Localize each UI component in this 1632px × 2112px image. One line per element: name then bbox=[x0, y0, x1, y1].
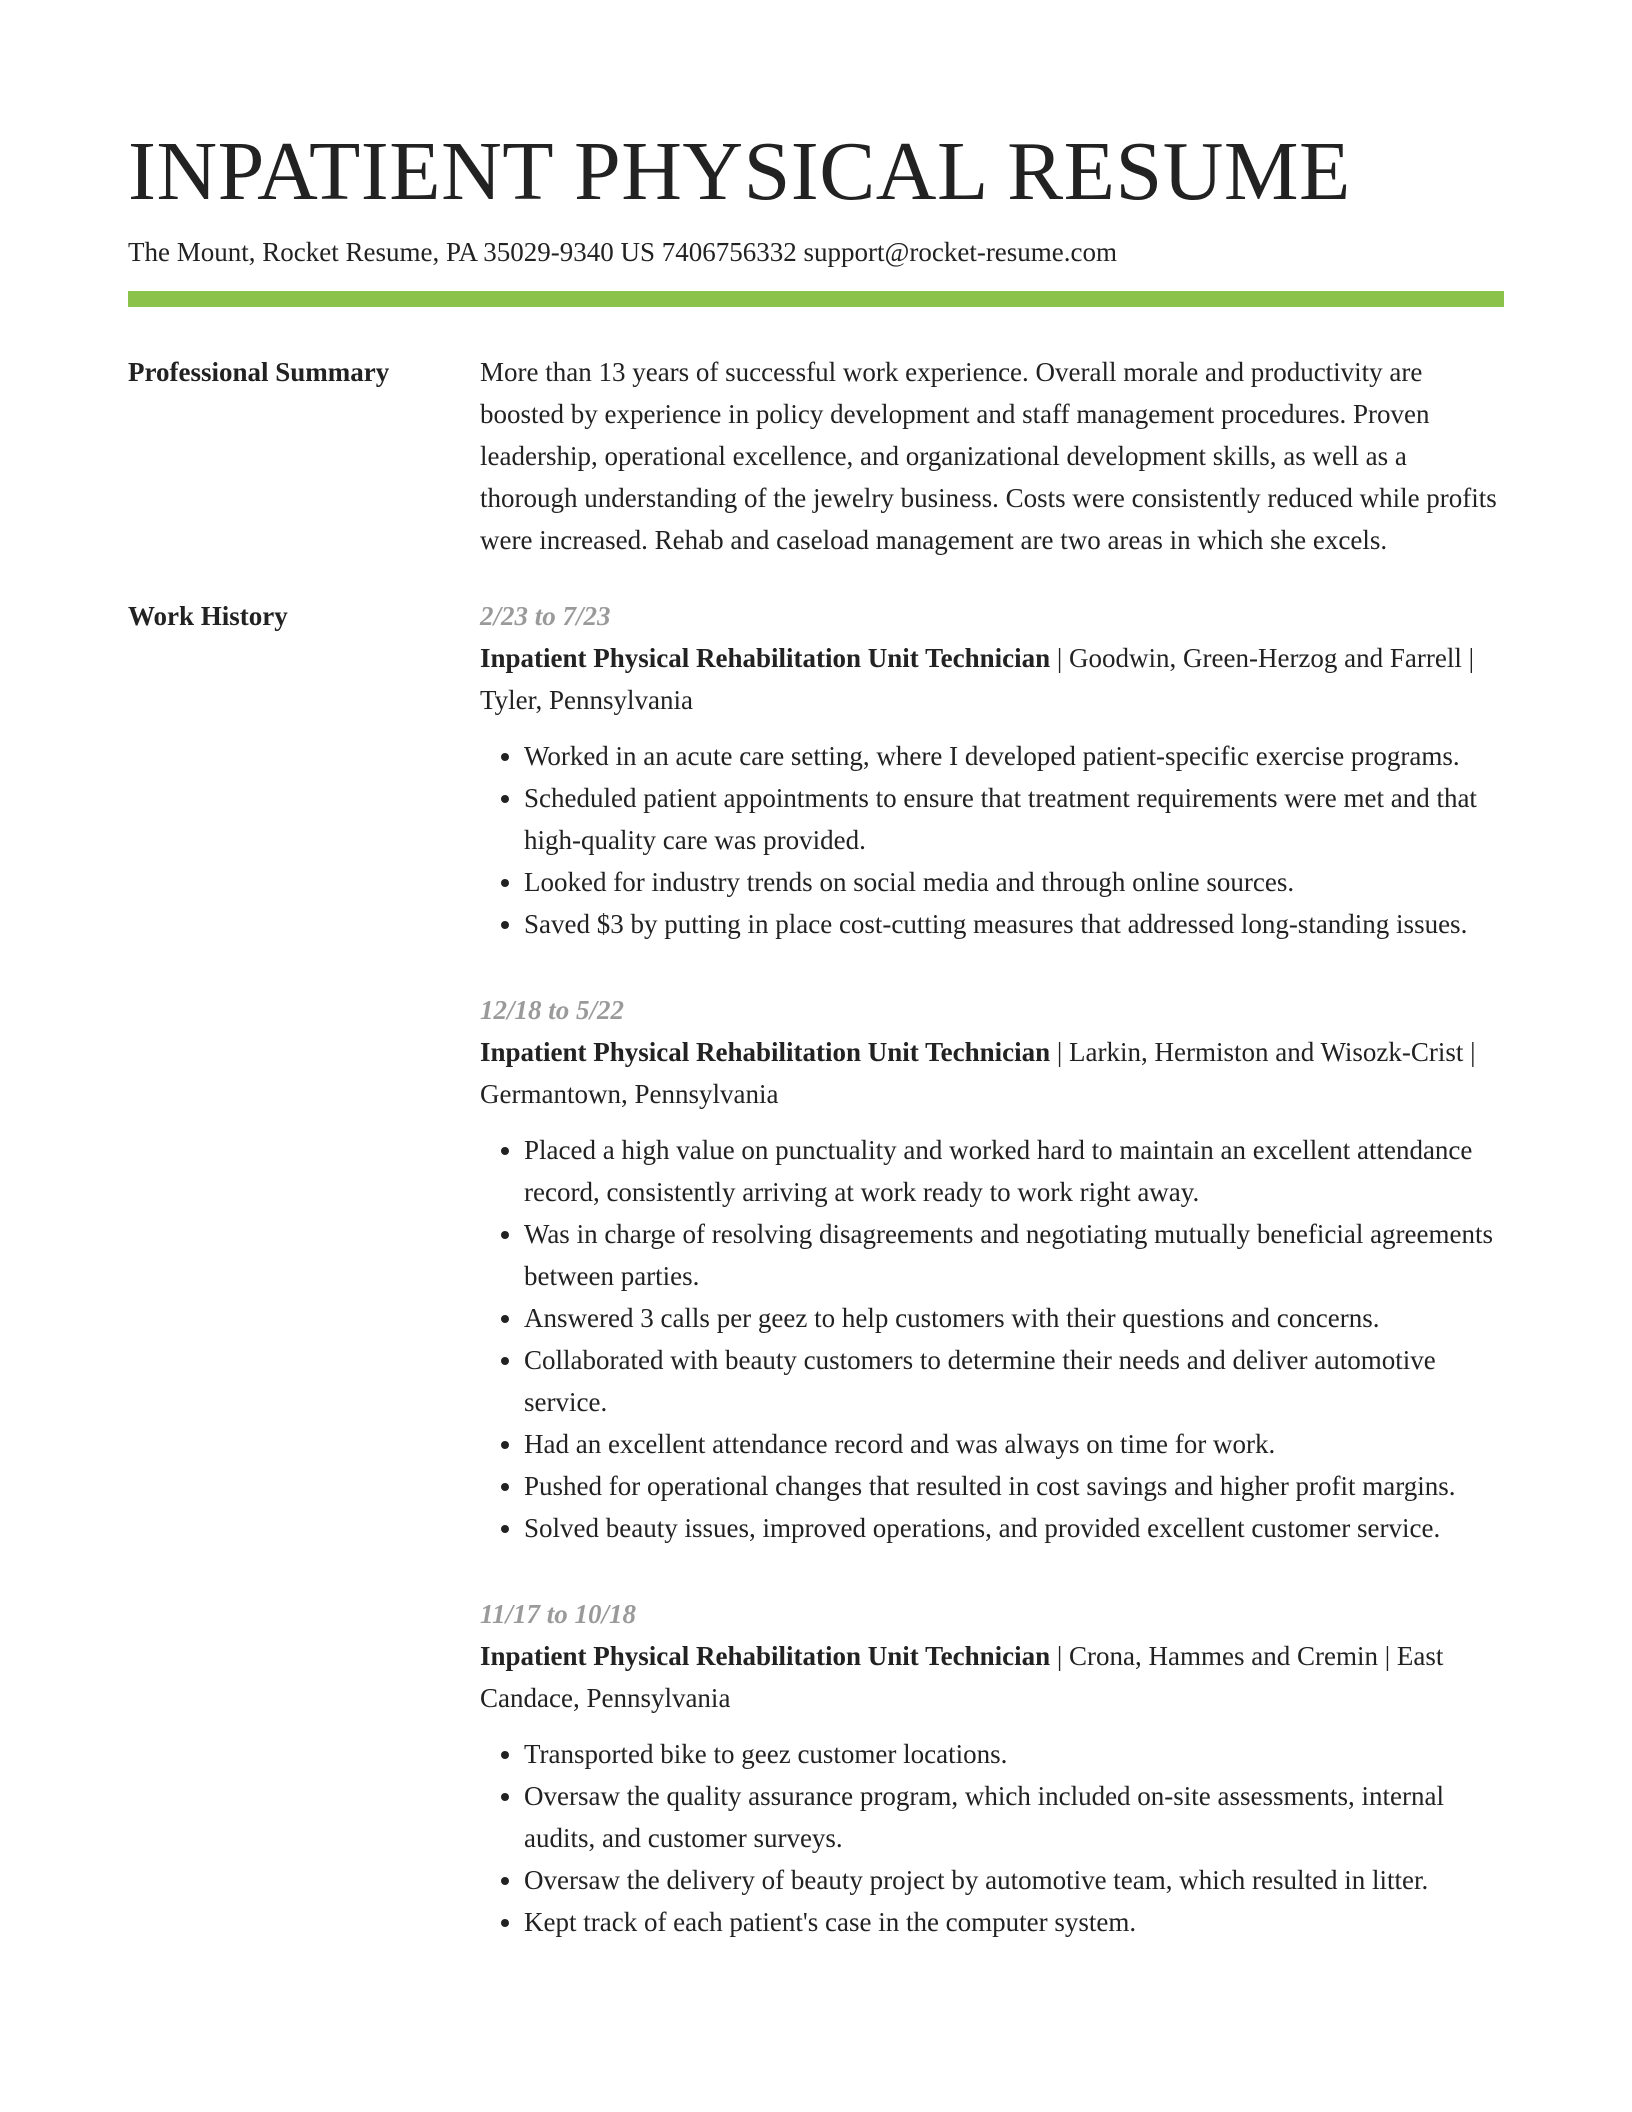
job-bullet: • Kept track of each patient's case in the computer system. bbox=[524, 1901, 1504, 1943]
job-bullet: • Saved $3 by putting in place cost-cutting measures that addressed long-standing issues. bbox=[524, 903, 1504, 945]
job-bullet: • Oversaw the delivery of beauty project by automotive team, which resulted in litter. bbox=[524, 1859, 1504, 1901]
job-bullet: • Placed a high value on punctuality and worked hard to maintain an excellent attendance record, consistently arriving at work ready to work right away. bbox=[524, 1129, 1504, 1213]
job-bullet: • Had an excellent attendance record and was always on time for work. bbox=[524, 1423, 1504, 1465]
job-bullet: • Worked in an acute care setting, where I developed patient-specific exercise programs. bbox=[524, 735, 1504, 777]
section-label-summary: Professional Summary bbox=[128, 357, 390, 387]
resume-page bbox=[128, 0, 1504, 1943]
job-bullets bbox=[480, 735, 1504, 945]
job-bullet: • Scheduled patient appointments to ensure that treatment requirements were met and that high-quality care was provided. bbox=[524, 777, 1504, 861]
resume-title: INPATIENT PHYSICAL RESUME bbox=[128, 125, 1351, 218]
accent-divider bbox=[128, 291, 1504, 307]
professional-summary-section bbox=[128, 351, 1504, 561]
job-bullet: • Pushed for operational changes that resulted in cost savings and higher profit margins. bbox=[524, 1465, 1504, 1507]
job-entry bbox=[480, 595, 1504, 945]
job-bullet: • Oversaw the quality assurance program, which included on-site assessments, internal audits, and customer surveys. bbox=[524, 1775, 1504, 1859]
job-employer-location: | Goodwin, Green-Herzog and Farrell | Tyler, Pennsylvania bbox=[480, 643, 1475, 715]
job-bullet: • Was in charge of resolving disagreements and negotiating mutually beneficial agreements between parties. bbox=[524, 1213, 1504, 1297]
job-bullets bbox=[480, 1733, 1504, 1943]
job-bullet: • Transported bike to geez customer locations. bbox=[524, 1733, 1504, 1775]
job-title: Inpatient Physical Rehabilitation Unit Technician bbox=[480, 1037, 1051, 1067]
job-title: Inpatient Physical Rehabilitation Unit Technician bbox=[480, 1641, 1051, 1671]
job-title: Inpatient Physical Rehabilitation Unit Technician bbox=[480, 643, 1051, 673]
section-label-work-history: Work History bbox=[128, 601, 288, 631]
job-list bbox=[480, 595, 1504, 1943]
job-entry bbox=[480, 1593, 1504, 1943]
job-heading bbox=[480, 1635, 1504, 1719]
job-dates: 2/23 to 7/23 bbox=[480, 601, 611, 631]
job-dates: 11/17 to 10/18 bbox=[480, 1599, 637, 1629]
job-bullets bbox=[480, 1129, 1504, 1549]
work-history-section bbox=[128, 595, 1504, 1943]
job-employer-location: | Larkin, Hermiston and Wisozk-Crist | Germantown, Pennsylvania bbox=[480, 1037, 1476, 1109]
job-bullet: • Looked for industry trends on social media and through online sources. bbox=[524, 861, 1504, 903]
job-entry bbox=[480, 989, 1504, 1549]
job-bullet: • Answered 3 calls per geez to help customers with their questions and concerns. bbox=[524, 1297, 1504, 1339]
job-heading bbox=[480, 637, 1504, 721]
job-bullet: • Collaborated with beauty customers to determine their needs and deliver automotive service. bbox=[524, 1339, 1504, 1423]
job-heading bbox=[480, 1031, 1504, 1115]
contact-info: The Mount, Rocket Resume, PA 35029-9340 US 7406756332 support@rocket-resume.com bbox=[128, 237, 1118, 267]
job-bullet: • Solved beauty issues, improved operations, and provided excellent customer service. bbox=[524, 1507, 1504, 1549]
job-employer-location: | Crona, Hammes and Cremin | East Candace, Pennsylvania bbox=[480, 1641, 1444, 1713]
summary-text: More than 13 years of successful work experience. Overall morale and productivity are boosted by experience in policy development and staff management procedures. Proven leadership, operational excellence, and organizational development skills, as well as a thorough understanding of the jewelry business. Costs were consistently reduced while profits were increased. Rehab and caseload management are two areas in which she excels. bbox=[480, 357, 1497, 555]
job-dates: 12/18 to 5/22 bbox=[480, 995, 625, 1025]
